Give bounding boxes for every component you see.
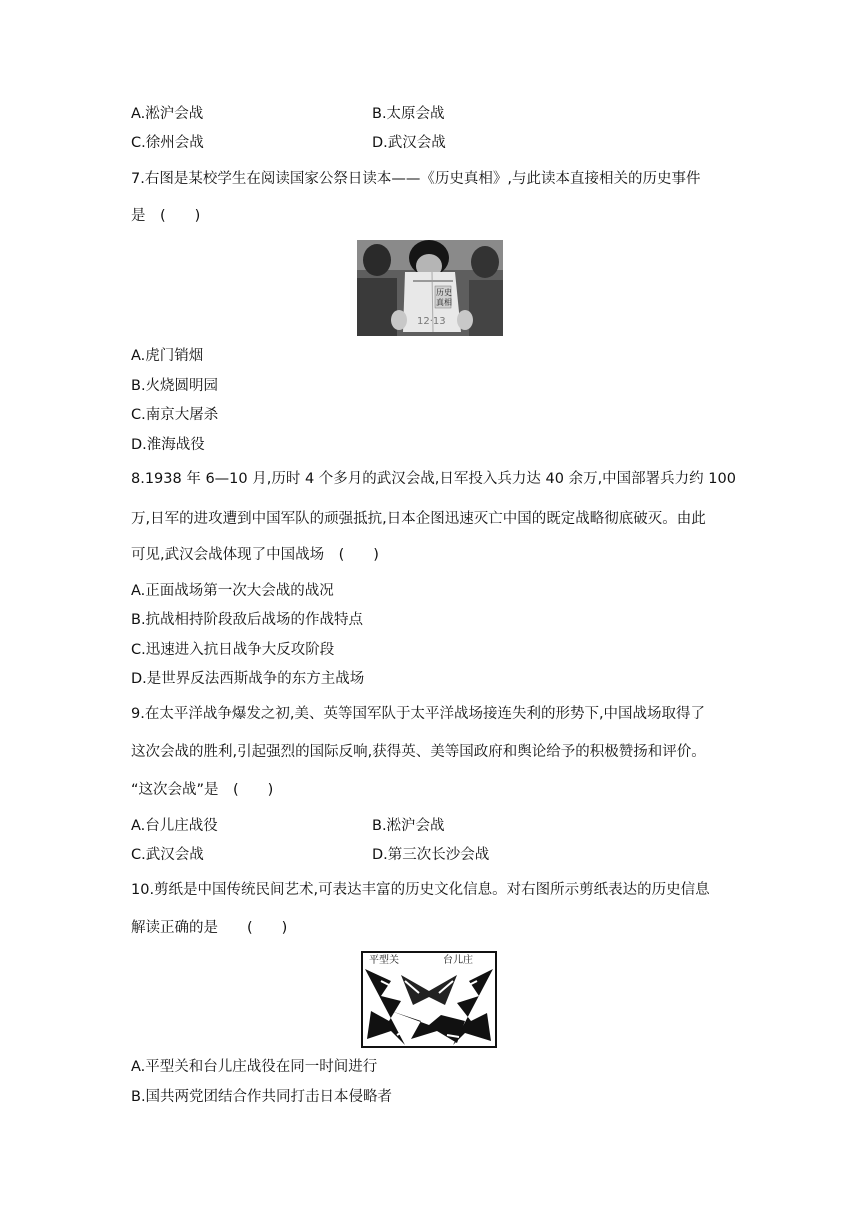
- q10-papercut-image: [361, 951, 497, 1048]
- q7-option-a: A.虎门销烟: [131, 348, 204, 364]
- q9-option-d: D.第三次长沙会战: [372, 847, 490, 863]
- q7-option-d: D.淮海战役: [131, 437, 205, 453]
- q10-option-b: B.国共两党团结合作共同打击日本侵略者: [131, 1089, 393, 1105]
- book-title-1: 历史: [436, 288, 452, 297]
- q9-option-c: C.武汉会战: [131, 847, 204, 863]
- q8-stem-line1: 8.1938 年 6—10 月,历时 4 个多月的武汉会战,日军投入兵力达 40 余万,中国部署兵力约 100: [131, 471, 736, 487]
- reading-photo-illustration: [357, 240, 503, 336]
- papercut-illustration: [361, 951, 497, 1048]
- q6-option-c: C.徐州会战: [131, 135, 204, 151]
- q9-stem-line1: 9.在太平洋战争爆发之初,美、英等国军队于太平洋战场接连失利的形势下,中国战场取得了: [131, 706, 706, 722]
- q7-stem-line2: 是 ( ): [131, 208, 201, 224]
- q7-reading-photo: [357, 240, 503, 336]
- q7-option-b: B.火烧圆明园: [131, 378, 219, 394]
- q6-option-a: A.淞沪会战: [131, 106, 204, 122]
- book-title-2: 真相: [436, 298, 452, 307]
- q8-option-c: C.迅速进入抗日战争大反攻阶段: [131, 642, 335, 658]
- book-date: 12·13: [417, 316, 446, 327]
- q8-option-a: A.正面战场第一次大会战的战况: [131, 583, 334, 599]
- q8-option-b: B.抗战相持阶段敌后战场的作战特点: [131, 612, 364, 628]
- papercut-label-right: 台儿庄: [443, 955, 473, 966]
- q6-option-b: B.太原会战: [372, 106, 445, 122]
- q10-stem-line1: 10.剪纸是中国传统民间艺术,可表达丰富的历史文化信息。对右图所示剪纸表达的历史信息: [131, 882, 710, 898]
- q10-option-a: A.平型关和台儿庄战役在同一时间进行: [131, 1059, 378, 1075]
- q7-stem-line1: 7.右图是某校学生在阅读国家公祭日读本——《历史真相》,与此读本直接相关的历史事件: [131, 171, 701, 187]
- q9-stem-line3: “这次会战”是 ( ): [131, 782, 274, 798]
- q9-option-b: B.淞沪会战: [372, 818, 445, 834]
- q6-option-d: D.武汉会战: [372, 135, 446, 151]
- q10-stem-line2: 解读正确的是 ( ): [131, 920, 288, 936]
- q9-option-a: A.台儿庄战役: [131, 818, 218, 834]
- papercut-label-left: 平型关: [369, 955, 399, 966]
- q8-stem-line3: 可见,武汉会战体现了中国战场 ( ): [131, 547, 379, 563]
- q8-stem-line2: 万,日军的进攻遭到中国军队的顽强抵抗,日本企图迅速灭亡中国的既定战略彻底破灭。由此: [131, 511, 706, 527]
- q7-option-c: C.南京大屠杀: [131, 407, 219, 423]
- q8-option-d: D.是世界反法西斯战争的东方主战场: [131, 671, 365, 687]
- q9-stem-line2: 这次会战的胜利,引起强烈的国际反响,获得英、美等国政府和舆论给予的积极赞扬和评价。: [131, 744, 706, 760]
